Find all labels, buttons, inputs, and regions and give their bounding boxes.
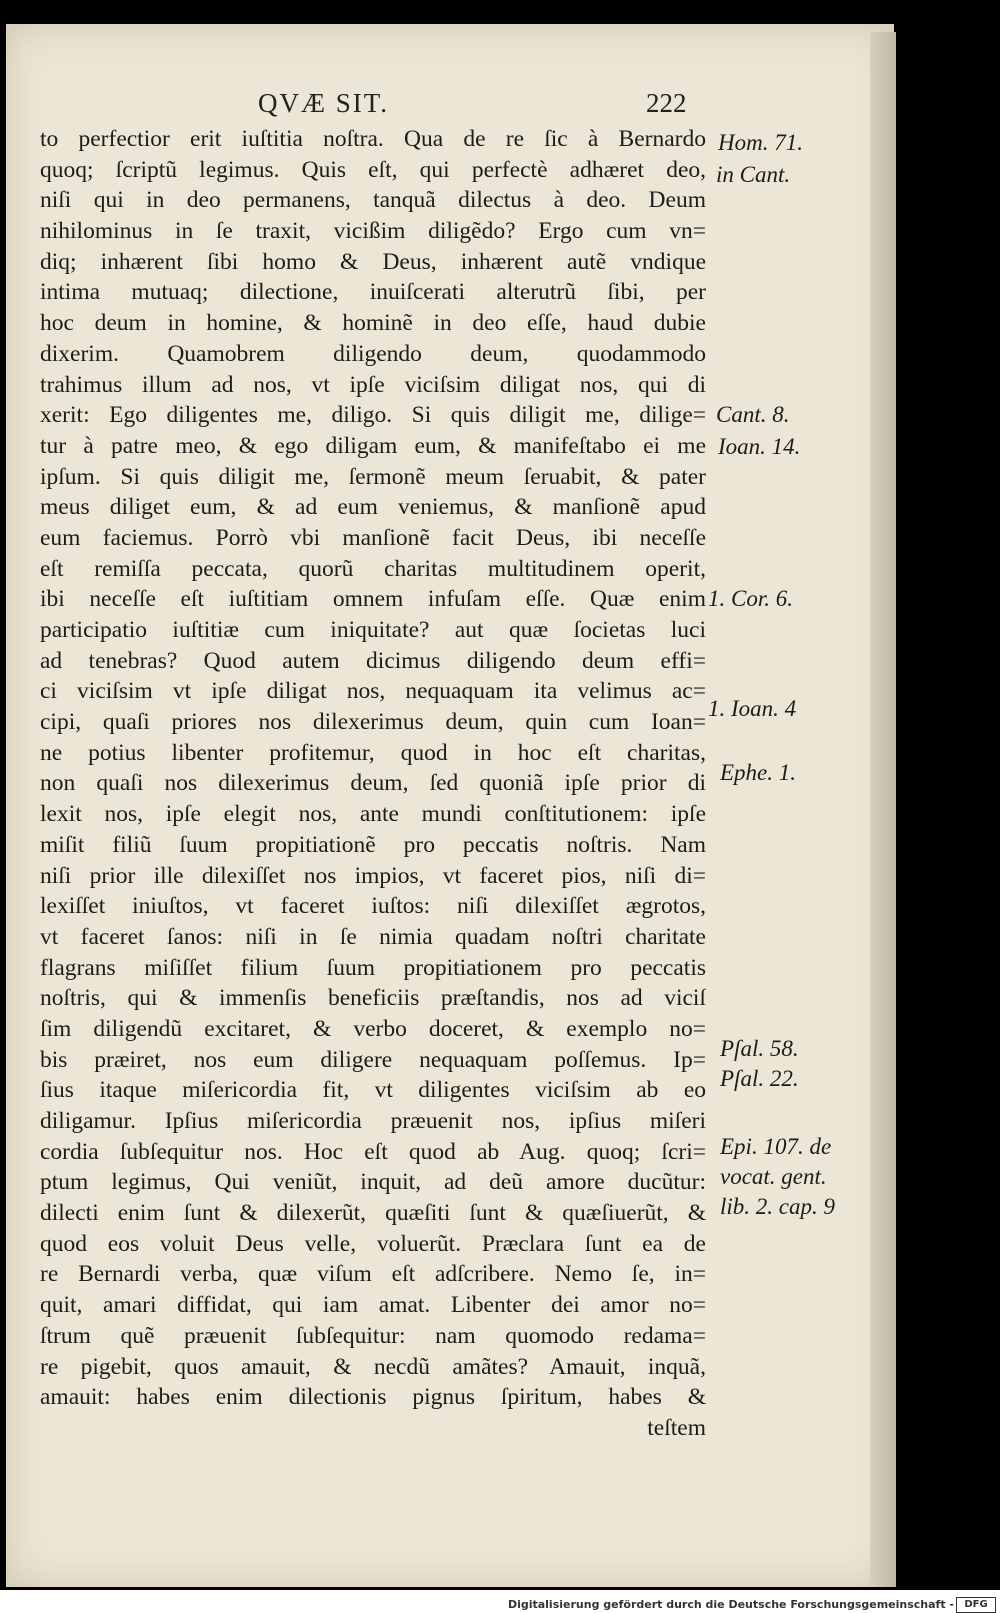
page-number: 222 <box>646 88 687 118</box>
body-text <box>40 124 706 1444</box>
text-line: ſtrum quẽ præuenit ſubſequitur: nam quomodo redama= <box>40 1322 706 1349</box>
marginal-note: Ephe. 1. <box>720 760 797 785</box>
text-line: amauit: habes enim dilectionis pignus ſpiritum, habes & <box>40 1384 706 1411</box>
marginal-note: lib. 2. cap. 9 <box>720 1194 835 1219</box>
text-line: dixerim. Quamobrem diligendo deum, quodammodo <box>40 340 706 367</box>
text-line: ad tenebras? Quod autem dicimus diligendo deum effi= <box>40 647 706 674</box>
text-line: ibi neceſſe eſt iuſtitiam omnem infuſam eſſe. Quæ enim <box>40 586 706 613</box>
text-line: nihilominus in ſe traxit, vicißim diligẽdo? Ergo cum vn= <box>40 218 706 245</box>
text-line: dilecti enim ſunt & dilexerũt, quæſiti ſunt & quæſiuerũt, & <box>40 1200 706 1227</box>
text-line: vt faceret ſanos: niſi in ſe nimia quadam noſtri charitate <box>40 923 706 950</box>
text-line: niſi prior ille dilexiſſet nos impios, vt faceret pios, niſi di= <box>40 862 706 889</box>
text-line: re Bernardi verba, quæ viſum eſt adſcribere. Nemo ſe, in= <box>40 1261 706 1288</box>
page-edge <box>870 32 896 1587</box>
text-line: quoq; ſcriptũ legimus. Quis eſt, qui perfectè adhæret deo, <box>40 156 706 183</box>
text-line: ci viciſsim vt ipſe diligat nos, nequaquam ita velimus ac= <box>40 678 706 705</box>
text-line: bis præiret, nos eum diligere nequaquam poſſemus. Ip= <box>40 1046 706 1073</box>
text-line: intima mutuaq; dilectione, inuiſcerati alterutrũ ſibi, per <box>40 279 706 306</box>
running-head: QVÆ SIT. <box>258 88 390 118</box>
text-line: quod eos voluit Deus velle, voluerũt. Præclara ſunt ea de <box>40 1230 706 1257</box>
text-line: miſit filiũ ſuum propitiationẽ pro peccatis noſtris. Nam <box>40 831 706 858</box>
text-line: flagrans miſiſſet filium ſuum propitiationem pro peccatis <box>40 954 706 981</box>
text-line: to perfectior erit iuſtitia noſtra. Qua de re ſic à Bernardo <box>40 126 706 152</box>
text-line: trahimus illum ad nos, vt ipſe viciſsim diligat nos, qui di <box>40 371 706 398</box>
marginal-note: 1. Ioan. 4 <box>708 696 797 721</box>
marginal-note: vocat. gent. <box>720 1164 827 1189</box>
text-line: ptum legimus, Qui veniũt, inquit, ad deũ amore ducũtur: <box>40 1169 706 1196</box>
marginal-note: 1. Cor. 6. <box>708 586 793 611</box>
text-line: quit, amari diffidat, qui iam amat. Libenter dei amor no= <box>40 1292 706 1319</box>
marginal-note: Pſal. 58. <box>720 1036 799 1061</box>
text-line: meus diliget eum, & ad eum veniemus, & manſionẽ apud <box>40 494 706 521</box>
text-line: re pigebit, quos amauit, & necdũ amãtes? Amauit, inquã, <box>40 1353 706 1380</box>
dfg-logo: DFG <box>956 1597 996 1613</box>
marginal-note: in Cant. <box>716 162 791 187</box>
text-line: diq; inhærent ſibi homo & Deus, inhærent autẽ vndique <box>40 248 706 275</box>
text-line: ipſum. Si quis diligit me, ſermonẽ meum ſeruabit, & pater <box>40 463 706 490</box>
marginal-note: Pſal. 22. <box>720 1066 799 1091</box>
text-line: ſius itaque miſericordia fit, vt diligentes viciſsim ab eo <box>40 1077 706 1104</box>
text-line: diligamur. Ipſius miſericordia præuenit nos, ipſius miſeri <box>40 1108 706 1134</box>
text-line: cordia ſubſequitur nos. Hoc eſt quod ab Aug. quoq; ſcri= <box>40 1138 706 1165</box>
text-line: eum faciemus. Porrò vbi manſionẽ facit Deus, ibi neceſſe <box>40 524 706 551</box>
text-line: non quaſi nos dilexerimus deum, ſed quoniã ipſe prior di <box>40 770 706 797</box>
catchword: teſtem <box>647 1414 706 1441</box>
marginal-note: Ioan. 14. <box>718 434 801 459</box>
marginal-note: Hom. 71. <box>718 130 803 155</box>
text-line: xerit: Ego diligentes me, diligo. Si quis diligit me, dilige= <box>40 402 706 429</box>
text-line: lexiſſet iniuſtos, vt faceret iuſtos: niſi dilexiſſet ægrotos, <box>40 893 706 920</box>
footer-credit: Digitalisierung gefördert durch die Deutsche Forschungsgemeinschaft - <box>507 1598 954 1611</box>
marginal-note: Epi. 107. de <box>720 1134 832 1159</box>
text-line: eſt remiſſa peccata, quorũ charitas multitudinem operit, <box>40 555 706 582</box>
text-line: noſtris, qui & immenſis beneficiis præſtandis, nos ad viciſ <box>40 985 706 1012</box>
text-line: tur à patre meo, & ego diligam eum, & manifeſtabo ei me <box>40 432 706 459</box>
text-line: participatio iuſtitiæ cum iniquitate? aut quæ ſocietas luci <box>40 617 706 643</box>
text-line: hoc deum in homine, & hominẽ in deo eſſe, haud dubie <box>40 310 706 337</box>
text-line: ſim diligendũ excitaret, & verbo doceret, & exemplo no= <box>40 1015 706 1042</box>
text-line: lexit nos, ipſe elegit nos, ante mundi conſtitutionem: ipſe <box>40 801 706 828</box>
text-line: ne potius libenter profitemur, quod in hoc eſt charitas, <box>40 739 706 766</box>
marginal-note: Cant. 8. <box>716 402 790 427</box>
text-line: cipi, quaſi priores nos dilexerimus deum, quin cum Ioan= <box>40 709 706 736</box>
text-line: niſi qui in deo permanens, tanquã dilectus à deo. Deum <box>40 187 706 214</box>
